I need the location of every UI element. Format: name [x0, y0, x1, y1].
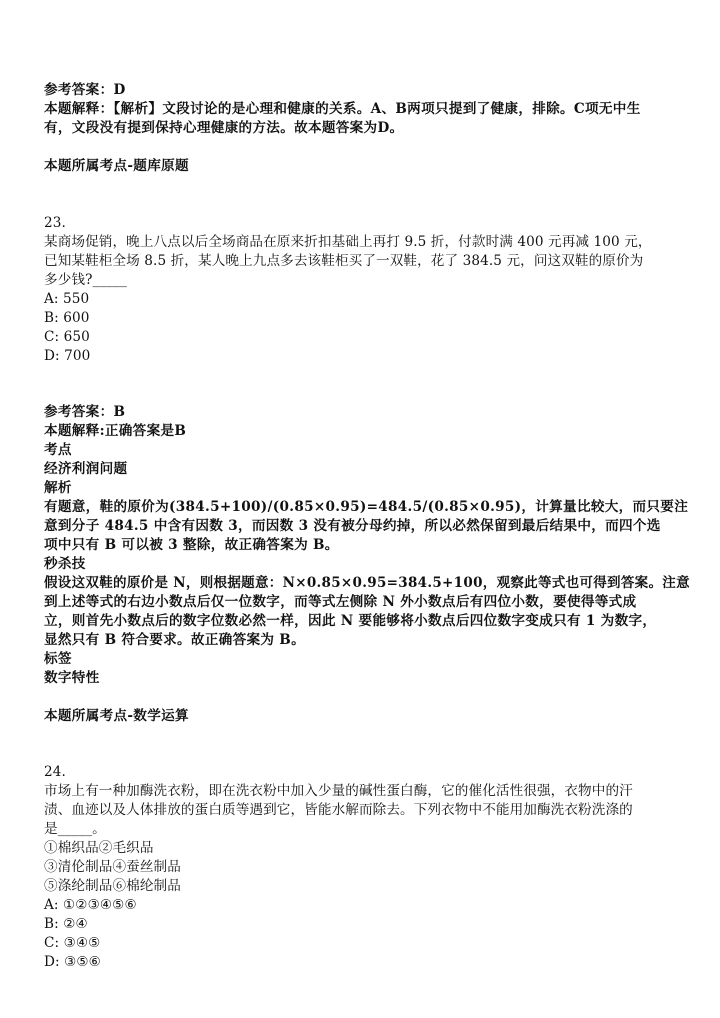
q24-item-line-2: ③清伦制品④蚕丝制品: [44, 859, 181, 875]
q23-jiexi-line-1: 有题意，鞋的原价为(384.5+100)/(0.85×0.95)=484.5/(0.85×0.95)，计算量比较大，而只要注: [44, 499, 689, 515]
q24-option-c: C: ③④⑤: [44, 935, 101, 951]
q23-miaoshaji-line-4: 显然只有 B 符合要求。故正确答案为 B。: [44, 632, 305, 648]
q23-category: 本题所属考点-数学运算: [44, 708, 189, 724]
q23-miaoshaji-line-1: 假设这双鞋的原价是 N，则根据题意：N×0.85×0.95=384.5+100，观察此等式也可得到答案。注意: [44, 575, 690, 591]
q23-jiexi-line-2: 意到分子 484.5 中含有因数 3，而因数 3 没有被分母约掉，所以必然保留到最后结果中，而四个选: [44, 518, 661, 534]
q23-miaoshaji-line-2: 到上述等式的右边小数点后仅一位数字，而等式左侧除 N 外小数点后有四位小数，要使得等式成: [44, 594, 637, 610]
q23-answer: 参考答案：B: [44, 404, 126, 420]
q22-category: 本题所属考点-题库原题: [44, 158, 189, 174]
q23-miaoshaji-line-3: 立，则首先小数点后的数字位数必然一样，因此 N 要能够将小数点后四位数字变成只有 1 为数字，: [44, 613, 657, 629]
q24-option-d: D: ③⑤⑥: [44, 954, 101, 970]
q22-answer: 参考答案：D: [44, 82, 126, 98]
q24-stem-line-2: 渍、血迹以及人体排放的蛋白质等遇到它，皆能水解而除去。下列衣物中不能用加酶洗衣粉洗涤的: [44, 802, 633, 818]
q24-option-a: A: ①②③④⑤⑥: [44, 897, 137, 913]
q23-tag: 数字特性: [44, 670, 100, 686]
q23-miaoshaji-label: 秒杀技: [44, 556, 86, 572]
q24-option-b: B: ②④: [44, 916, 88, 932]
q23-number: 23.: [44, 215, 66, 231]
q23-kaodian-label: 考点: [44, 442, 72, 458]
q24-stem-line-1: 市场上有一种加酶洗衣粉，即在洗衣粉中加入少量的碱性蛋白酶，它的催化活性很强，衣物中的汗: [44, 783, 633, 799]
q24-item-line-1: ①棉织品②毛织品: [44, 840, 154, 856]
q23-explanation: 本题解释:正确答案是B: [44, 423, 187, 439]
q23-jiexi-line-3: 项中只有 B 可以被 3 整除，故正确答案为 B。: [44, 537, 339, 553]
q23-tag-label: 标签: [44, 651, 72, 667]
q22-explanation-line-1: 本题解释：【解析】文段讨论的是心理和健康的关系。A、B两项只提到了健康，排除。C项无中生: [44, 101, 641, 117]
q24-item-line-3: ⑤涤纶制品⑥棉纶制品: [44, 878, 181, 894]
q23-option-b: B: 600: [44, 310, 90, 326]
q23-option-a: A: 550: [44, 291, 90, 307]
q22-explanation-line-2: 有，文段没有提到保持心理健康的方法。故本题答案为D。: [44, 120, 404, 136]
q23-kaodian: 经济利润问题: [44, 461, 128, 477]
q24-stem-line-3: 是_____。: [44, 821, 106, 837]
q23-stem-line-2: 已知某鞋柜全场 8.5 折，某人晚上九点多去该鞋柜买了一双鞋，花了 384.5 元，问这双鞋的原价为: [44, 253, 644, 269]
q23-stem-line-1: 某商场促销，晚上八点以后全场商品在原来折扣基础上再打 9.5 折，付款时满 400 元再减 100 元，: [44, 234, 652, 250]
q24-number: 24.: [44, 764, 66, 780]
q23-option-c: C: 650: [44, 329, 90, 345]
q23-option-d: D: 700: [44, 348, 91, 364]
q23-jiexi-label: 解析: [44, 480, 72, 496]
q23-stem-line-3: 多少钱?_____: [44, 272, 127, 288]
